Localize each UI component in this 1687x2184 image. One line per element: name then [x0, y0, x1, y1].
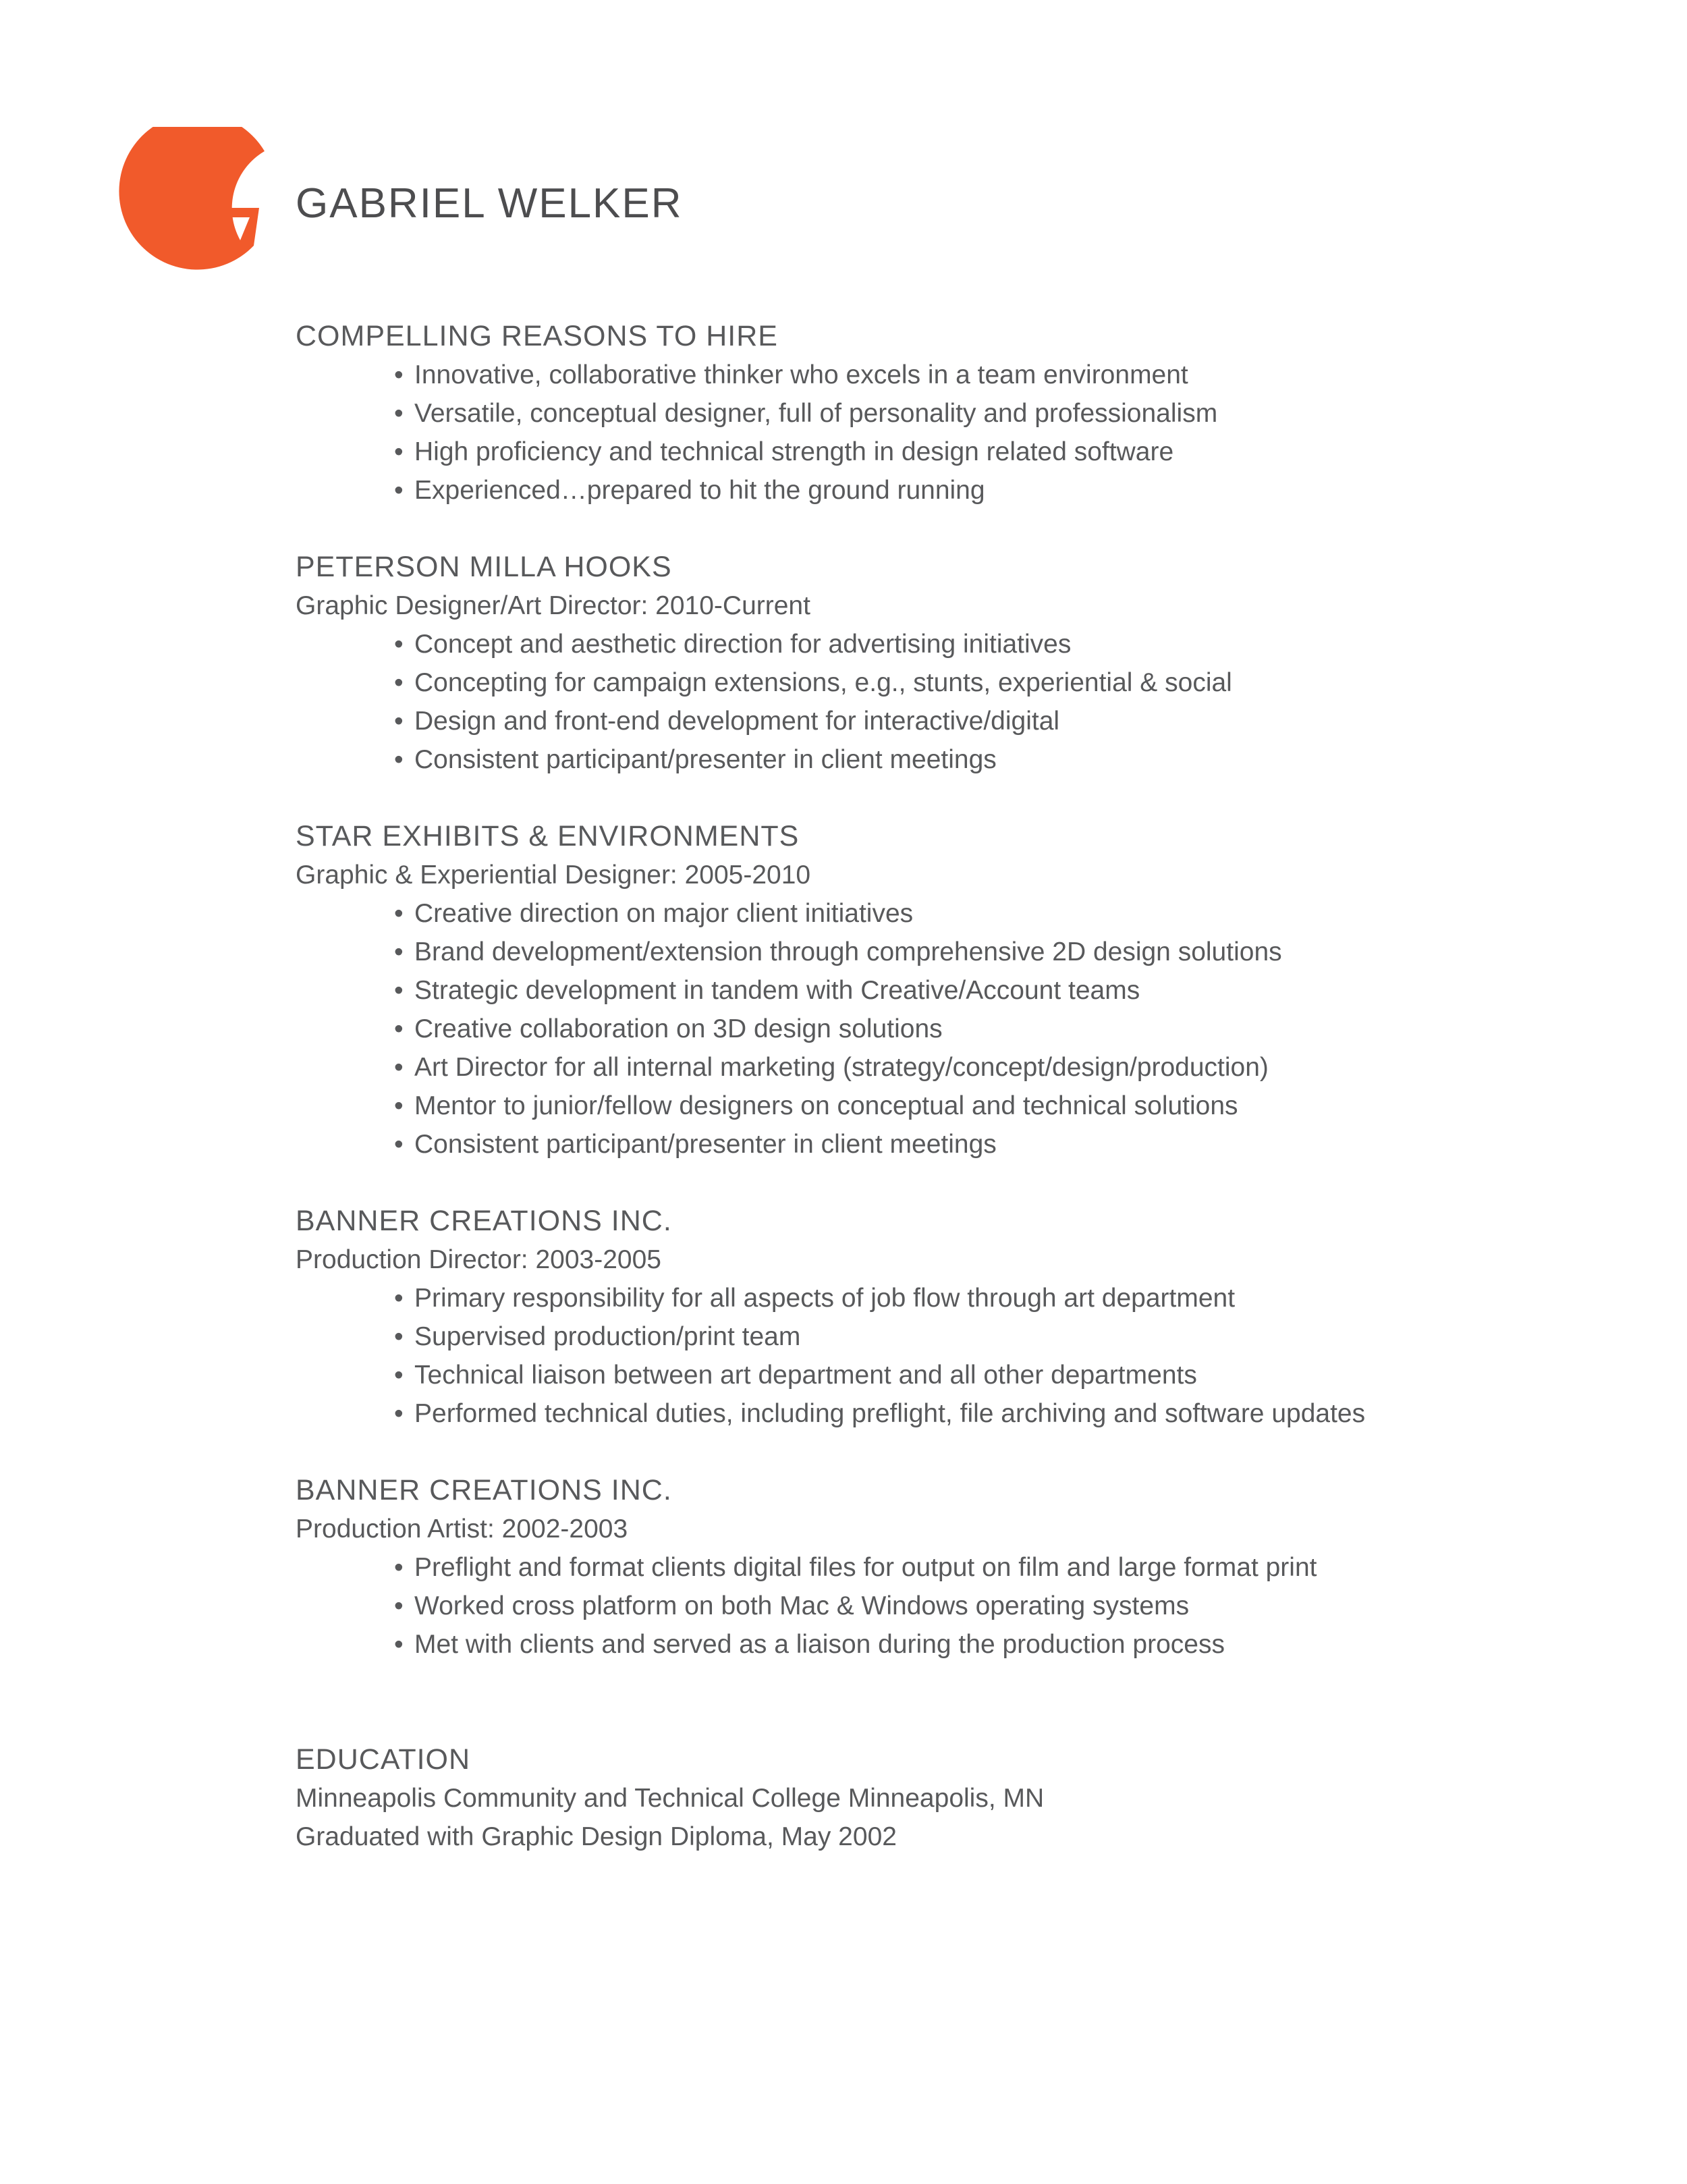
bullet-text: Concepting for campaign extensions, e.g., stunts, experiential & social	[414, 668, 1232, 697]
bullet-list	[296, 1548, 1638, 1664]
section-title: PETERSON MILLA HOOKS	[296, 551, 672, 583]
list-item: • Consistent participant/presenter in client meetings	[394, 745, 997, 774]
list-item: • Preflight and format clients digital files for output on film and large format print	[394, 1553, 1317, 1582]
section-title: BANNER CREATIONS INC.	[296, 1205, 672, 1237]
bullet-text: Technical liaison between art department and all other departments	[414, 1361, 1197, 1390]
job-title: Production Director: 2003-2005	[296, 1245, 661, 1274]
g-monogram-icon	[105, 127, 265, 283]
list-item: • Strategic development in tandem with Creative/Account teams	[394, 976, 1140, 1005]
job-title: Graphic Designer/Art Director: 2010-Current	[296, 591, 810, 620]
bullet-text: Met with clients and served as a liaison during the production process	[414, 1630, 1225, 1659]
list-item: • Technical liaison between art department and all other departments	[394, 1361, 1197, 1390]
list-item: • Worked cross platform on both Mac & Windows operating systems	[394, 1591, 1190, 1620]
bullet-text: Innovative, collaborative thinker who excels in a team environment	[414, 360, 1188, 389]
section-title: BANNER CREATIONS INC.	[296, 1474, 672, 1506]
bullet-text: Experienced…prepared to hit the ground running	[414, 476, 985, 505]
bullet-text: Mentor to junior/fellow designers on conceptual and technical solutions	[414, 1091, 1238, 1120]
bullet-text: Primary responsibility for all aspects of job flow through art department	[414, 1284, 1236, 1313]
bullet-list	[296, 894, 1638, 1164]
job-title: Production Artist: 2002-2003	[296, 1514, 628, 1544]
bullet-text: High proficiency and technical strength in design related software	[414, 437, 1174, 466]
list-item: • Concept and aesthetic direction for advertising initiatives	[394, 630, 1072, 659]
bullet-text: Performed technical duties, including preflight, file archiving and software updates	[414, 1399, 1366, 1428]
list-item: • Concepting for campaign extensions, e.g., stunts, experiential & social	[394, 668, 1232, 697]
job-title: Graphic & Experiential Designer: 2005-2010	[296, 861, 811, 890]
bullet-text: Supervised production/print team	[414, 1322, 801, 1351]
section-education	[296, 1741, 1638, 1856]
bullet-text: Brand development/extension through comprehensive 2D design solutions	[414, 937, 1282, 966]
bullet-text: Creative direction on major client initiatives	[414, 899, 914, 928]
list-item: • Brand development/extension through comprehensive 2D design solutions	[394, 937, 1282, 966]
education-degree: Graduated with Graphic Design Diploma, May 2002	[296, 1822, 897, 1851]
list-item: • Performed technical duties, including preflight, file archiving and software updates	[394, 1399, 1366, 1428]
bullet-text: Versatile, conceptual designer, full of personality and professionalism	[414, 399, 1218, 428]
bullet-list	[296, 356, 1638, 510]
bullet-text: Strategic development in tandem with Creative/Account teams	[414, 976, 1140, 1005]
section-banner-creations-artist	[296, 1471, 1638, 1664]
bullet-text: Art Director for all internal marketing (strategy/concept/design/production)	[414, 1053, 1269, 1082]
list-item: • Met with clients and served as a liaison during the production process	[394, 1630, 1225, 1659]
list-item: • Art Director for all internal marketing (strategy/concept/design/production)	[394, 1053, 1269, 1082]
section-banner-creations-director	[296, 1202, 1638, 1433]
section-title: EDUCATION	[296, 1743, 471, 1776]
section-peterson-milla-hooks	[296, 548, 1638, 779]
list-item: • Innovative, collaborative thinker who excels in a team environment	[394, 360, 1188, 389]
list-item: • Creative direction on major client initiatives	[394, 899, 914, 928]
section-title: STAR EXHIBITS & ENVIRONMENTS	[296, 820, 800, 852]
bullet-list	[296, 1279, 1638, 1433]
resume-body	[296, 317, 1638, 1856]
bullet-text: Preflight and format clients digital files for output on film and large format print	[414, 1553, 1317, 1582]
logo-circle-shape	[119, 127, 265, 270]
bullet-text: Concept and aesthetic direction for advertising initiatives	[414, 630, 1072, 659]
list-item: • Creative collaboration on 3D design solutions	[394, 1014, 943, 1043]
list-item: • Consistent participant/presenter in client meetings	[394, 1130, 997, 1159]
candidate-name: GABRIEL WELKER	[296, 180, 683, 227]
bullet-text: Worked cross platform on both Mac & Windows operating systems	[414, 1591, 1190, 1620]
section-star-exhibits	[296, 817, 1638, 1164]
bullet-text: Consistent participant/presenter in client meetings	[414, 745, 997, 774]
list-item: • Mentor to junior/fellow designers on conceptual and technical solutions	[394, 1091, 1238, 1120]
bullet-text: Design and front-end development for interactive/digital	[414, 707, 1060, 736]
list-item: • Design and front-end development for interactive/digital	[394, 707, 1060, 736]
list-item: • Experienced…prepared to hit the ground running	[394, 476, 985, 505]
bullet-text: Consistent participant/presenter in client meetings	[414, 1130, 997, 1159]
bullet-list	[296, 625, 1638, 779]
list-item: • High proficiency and technical strength in design related software	[394, 437, 1174, 466]
list-item: • Supervised production/print team	[394, 1322, 801, 1351]
section-reasons-to-hire	[296, 317, 1638, 510]
bullet-text: Creative collaboration on 3D design solutions	[414, 1014, 943, 1043]
section-title: COMPELLING REASONS TO HIRE	[296, 320, 778, 352]
education-school: Minneapolis Community and Technical College Minneapolis, MN	[296, 1784, 1045, 1813]
list-item: • Primary responsibility for all aspects of job flow through art department	[394, 1284, 1236, 1313]
list-item: • Versatile, conceptual designer, full of personality and professionalism	[394, 399, 1218, 428]
